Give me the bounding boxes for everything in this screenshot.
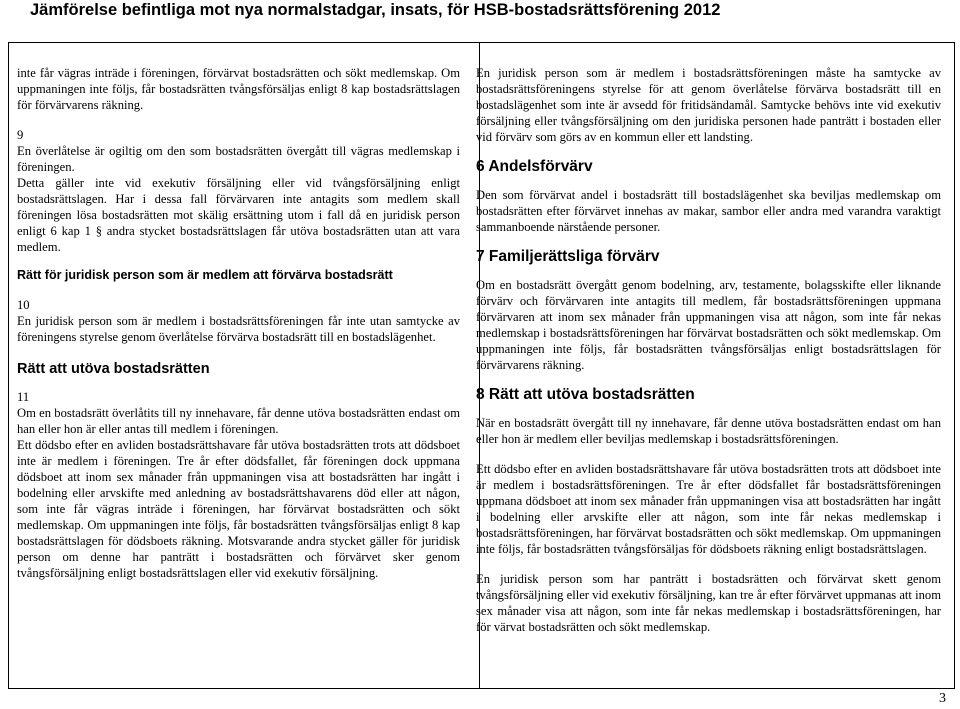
paragraph-11-text-continued: Ett dödsbo efter en avliden bostadsrättshavare får utöva bostadsrätten trots att dödsboet inte är medlem i föreningen. Tre år efter dödsfallet, får föreningen dock uppmana dödsboet att inom sex månader från uppmaningen visa att bostadsrätten har ingått i bodelning eller arvskifte med anledning av bostadsrättshavarens död eller att någon, som inte får vägras inträde i föreningen, har förvärvat bostadsrätten och sökt medlemskap. Om uppmaningen inte följs, får bostadsrätten tvångsförsäljas enligt 8 kap bostadsrättslagen för dödsboets räkning. Motsvarande andra stycket gäller för juridisk person om denne har panträtt i bostadsrätten och förvärvet sker genom tvångsförsäljning enligt bostadsrättslagen eller vid exekutiv försäljning. xyxy=(17,438,460,580)
page-number: 3 xyxy=(939,691,946,706)
section-8-text-dodsbo: Ett dödsbo efter en avliden bostadsrättshavare får utöva bostadsrätten trots att dödsboet inte är medlem i bostadsrättsföreningen. Tre år efter dödsfallet får bostadsrättsföreningen uppmana dödsboet att inom sex månader från uppmaningen visa att bostadsrätten har ingått i bodelning eller arvskifte eller att någon, som inte får nekas medlemskap i bostadsrättsföreningen, har förvärvat bostadsrätten och sökt medlemskap. Om uppmaningen inte följs, får bostadsrätten tvångsförsäljas för dödsboets räkning enligt bostadsrättslagen. xyxy=(476,462,941,556)
left-column-old-bylaws xyxy=(17,65,460,581)
section-8-heading: 8 Rätt att utöva bostadsrätten xyxy=(476,386,695,403)
paragraph-10-text: En juridisk person som är medlem i bostadsrättsföreningen får inte utan samtycke av föreningens styrelse genom överlåtelse förvärva bostadsrätt till en bostadslägenhet. xyxy=(17,314,460,344)
left-intro-text: inte får vägras inträde i föreningen, förvärvat bostadsrätten och sökt medlemskap. Om uppmaningen inte följs, får bostadsrätten tvångsförsäljas enligt 8 kap bostadsrättslagen för förvärvarens räkning. xyxy=(17,66,460,112)
comparison-table xyxy=(8,42,955,689)
paragraph-number-10: 10 xyxy=(17,298,30,312)
page-title: Jämförelse befintliga mot nya normalstadgar, insats, för HSB-bostadsrättsförening 2012 xyxy=(30,1,721,19)
section-7-text: Om en bostadsrätt övergått genom bodelning, arv, testamente, bolagsskifte eller liknande förvärv och förvärvaren inte antagits till medlem, får bostadsrättsföreningen uppmana förvärvaren att inom sex månader från uppmaningen visa att någon, som inte får nekas medlemskap i bostadsrättsföreningen har förvärvat bostadsrätten och sökt medlemskap. Om uppmaningen inte följs, får bostadsrätten tvångsförsäljas enligt bostadsrättslagen för förvärvarens räkning. xyxy=(476,278,941,372)
section-6-heading: 6 Andelsförvärv xyxy=(476,158,593,175)
section-8-text: När en bostadsrätt övergått till ny innehavare, får denne utöva bostadsrätten endast om han eller hon är medlem eller beviljas medlemskap i bostadsrättsföreningen. xyxy=(476,416,941,446)
paragraph-number-11: 11 xyxy=(17,390,30,404)
paragraph-9-text-continued: Detta gäller inte vid exekutiv försäljning eller vid tvångsförsäljning enligt bostadsrättslagen. Har i dessa fall förvärvaren inte antagits som medlem skall föreningen lösa bostadsrätten mot skälig ersättning utom i fall då en juridisk person enligt 6 kap 1 § andra stycket bostadsrättslagen får utöva bostadsrätten utan att vara medlem. xyxy=(17,176,460,254)
right-intro-text: En juridisk person som är medlem i bostadsrättsföreningen måste ha samtycke av bostadsrättsföreningens styrelse för att genom överlåtelse förvärva bostadsrätt till en bostadslägenhet som inte är avsedd för fritidsändamål. Samtycke behövs inte vid exekutiv försäljning eller tvångsförsäljning om den juridiska personen hade panträtt i bostaden eller vid förvärv som görs av en kommun eller ett landsting. xyxy=(476,66,941,144)
section-8-text-juridisk: En juridisk person som har panträtt i bostadsrätten och förvärvat skett genom tvångsförsäljning eller vid exekutiv försäljning, kan tre år efter förvärvet uppmanas att inom sex månader visa att någon, som inte får nekas medlemskap i bostadsrättsföreningen, har för värvat bostadsrätten och sökt medlemskap. xyxy=(476,572,941,634)
heading-ratt-att-utova: Rätt att utöva bostadsrätten xyxy=(17,361,210,377)
heading-juridisk-person: Rätt för juridisk person som är medlem att förvärva bostadsrätt xyxy=(17,268,393,282)
paragraph-9-text: En överlåtelse är ogiltig om den som bostadsrätten övergått till vägras medlemskap i föreningen. xyxy=(17,144,460,174)
paragraph-number-9: 9 xyxy=(17,128,24,142)
paragraph-11-text: Om en bostadsrätt överlåtits till ny innehavare, får denne utöva bostadsrätten endast om han eller hon är eller antas till medlem i föreningen. xyxy=(17,406,460,436)
right-column-new-bylaws xyxy=(476,65,941,635)
section-7-heading: 7 Familjerättsliga förvärv xyxy=(476,248,660,265)
section-6-text: Den som förvärvat andel i bostadsrätt till bostadslägenhet ska beviljas medlemskap om bostadsrätten efter förvärvet innehas av makar, sambor eller andra med varandra varaktigt sammanboende närstående personer. xyxy=(476,188,941,234)
